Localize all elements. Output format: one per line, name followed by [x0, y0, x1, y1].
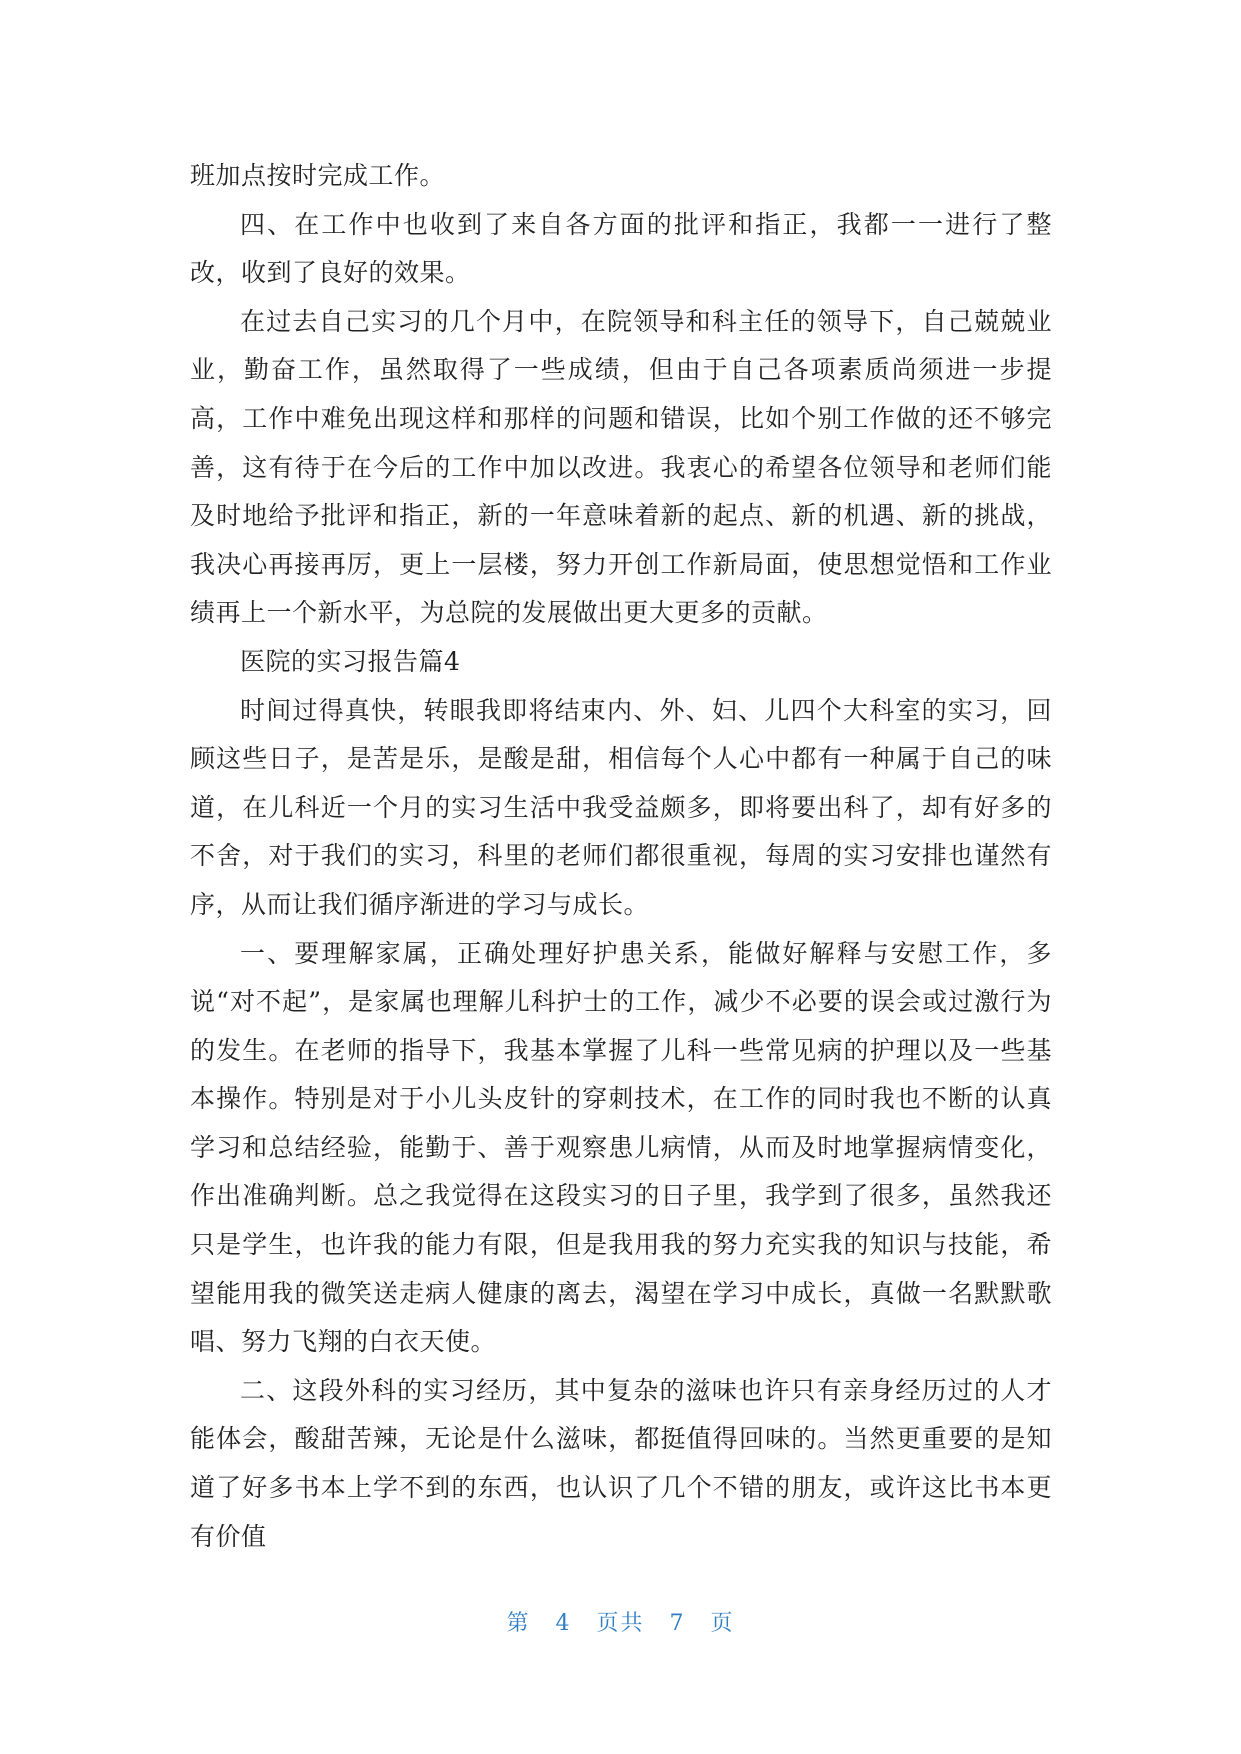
footer-label-end: 页: [710, 1611, 735, 1636]
footer-total-pages: 7: [669, 1611, 686, 1636]
footer-current-page: 4: [555, 1611, 572, 1636]
paragraph-summary: 在过去自己实习的几个月中，在院领导和科主任的领导下，自己兢兢业业，勤奋工作，虽然取得了一些成绩，但由于自己各项素质尚须进一步提高，工作中难免出现这样和那样的问题和错误，比如个别工作做的还不够完善，这有待于在今后的工作中加以改进。我衷心的希望各位领导和老师们能及时地给予批评和指正，新的一年意味着新的起点、新的机遇、新的挑战，我决心再接再厉，更上一层楼，努力开创工作新局面，使思想觉悟和工作业绩再上一个新水平，为总院的发展做出更大更多的贡献。: [190, 306, 1052, 628]
paragraph-continuation: 班加点按时完成工作。: [190, 161, 446, 190]
document-body: [190, 152, 1052, 1561]
footer-label-of: 页共: [596, 1611, 645, 1636]
footer-label-page: 第: [506, 1611, 531, 1636]
paragraph-intro: 时间过得真快，转眼我即将结束内、外、妇、儿四个大科室的实习，回顾这些日子，是苦是乐，是酸是甜，相信每个人心中都有一种属于自己的味道，在儿科近一个月的实习生活中我受益颇多，即将要出科了，却有好多的不舍，对于我们的实习，科里的老师们都很重视，每周的实习安排也谨然有序，从而让我们循序渐进的学习与成长。: [190, 695, 1052, 919]
section-heading: 医院的实习报告篇4: [240, 646, 461, 676]
paragraph-point-one: 一、要理解家属，正确处理好护患关系，能做好解释与安慰工作，多说“对不起”，是家属也理解儿科护士的工作，减少不必要的误会或过激行为的发生。在老师的指导下，我基本掌握了儿科一些常见病的护理以及一些基本操作。特别是对于小儿头皮针的穿刺技术，在工作的同时我也不断的认真学习和总结经验，能勤于、善于观察患儿病情，从而及时地掌握病情变化，作出准确判断。总之我觉得在这段实习的日子里，我学到了很多，虽然我还只是学生，也许我的能力有限，但是我用我的努力充实我的知识与技能，希望能用我的微笑送走病人健康的离去，渴望在学习中成长，真做一名默默歌唱、努力飞翔的白衣天使。: [190, 938, 1052, 1357]
page-footer: [0, 1606, 1241, 1637]
paragraph-point-two: 二、这段外科的实习经历，其中复杂的滋味也许只有亲身经历过的人才能体会，酸甜苦辣，无论是什么滋味，都挺值得回味的。当然更重要的是知道了好多书本上学不到的东西，也认识了几个不错的朋友，或许这比书本更有价值: [190, 1375, 1052, 1551]
paragraph-item-four: 四、在工作中也收到了来自各方面的批评和指正，我都一一进行了整改，收到了良好的效果。: [190, 209, 1052, 288]
